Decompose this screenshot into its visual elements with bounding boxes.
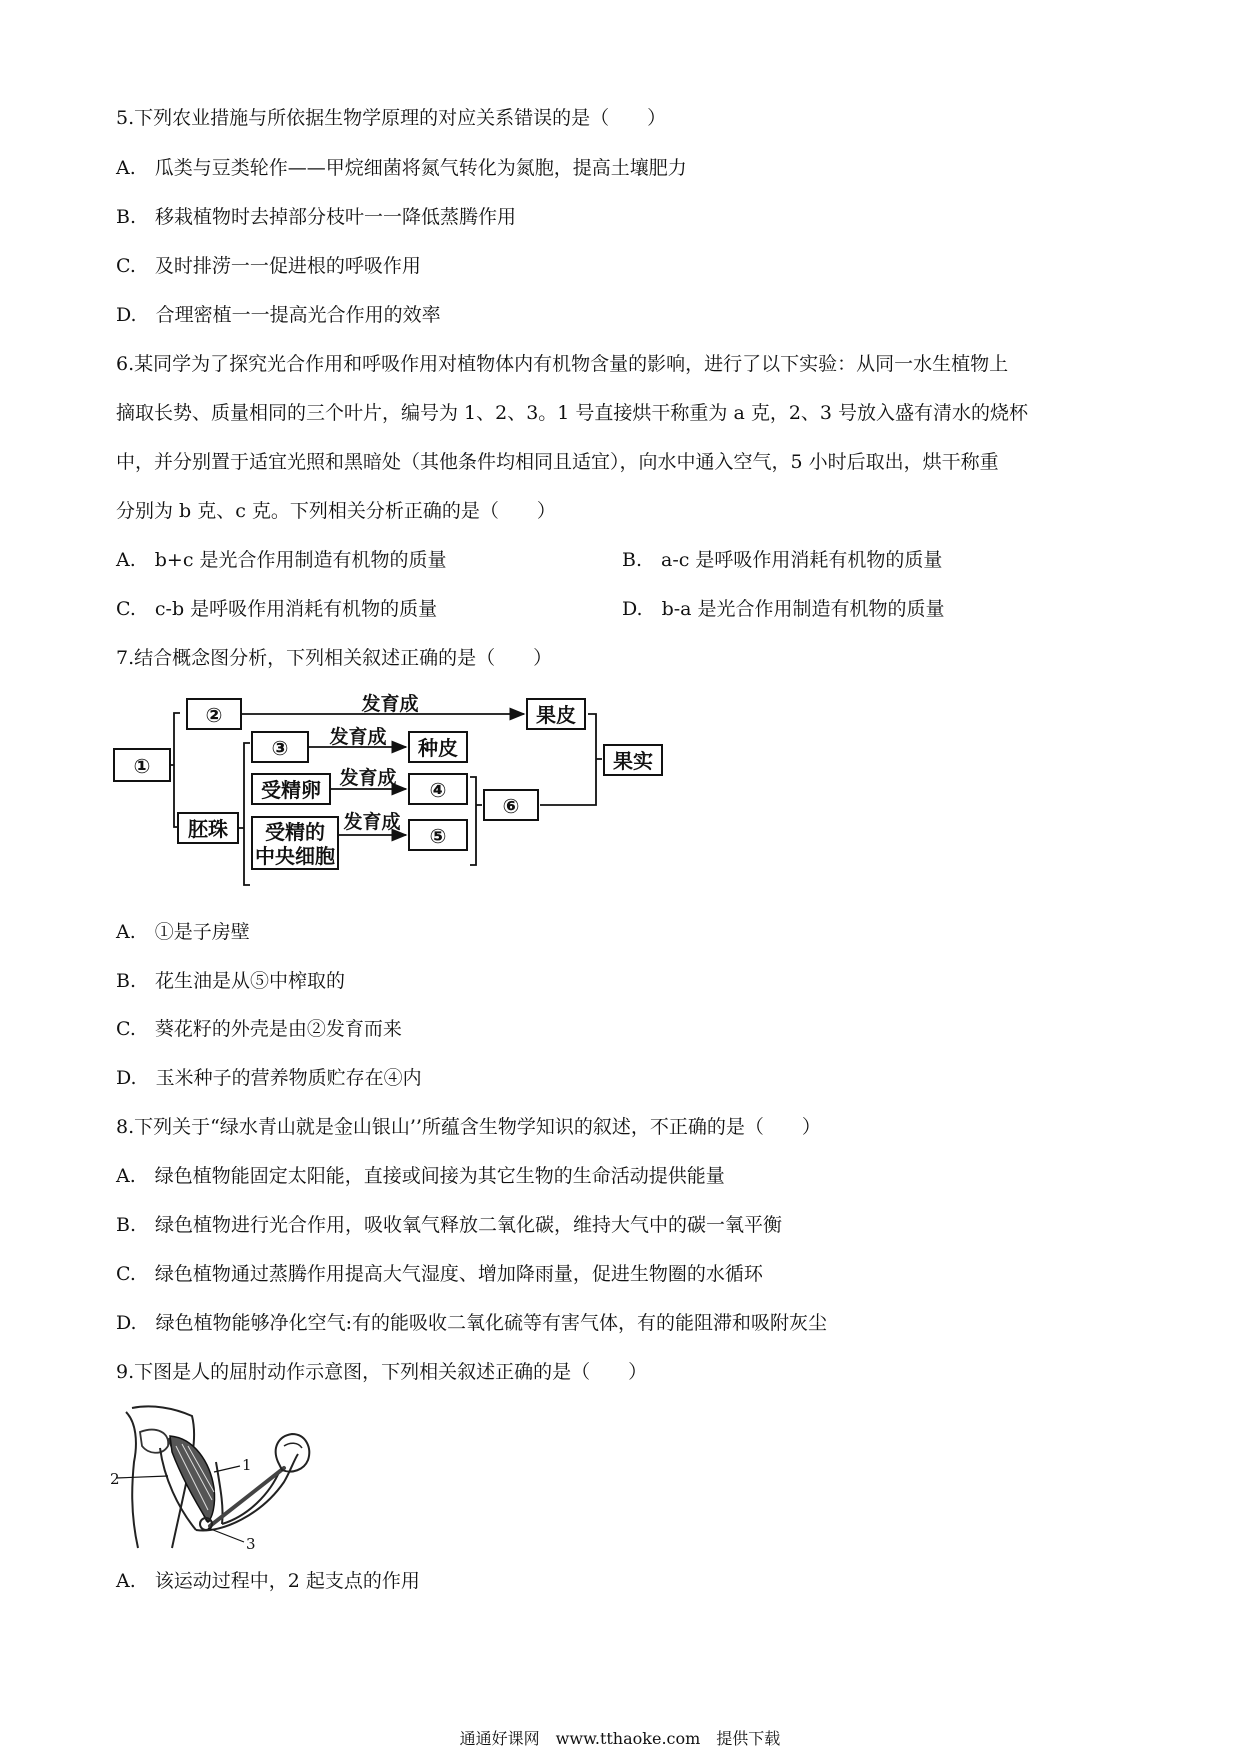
fruit-label: 果实: [613, 749, 653, 773]
q6-option-c: C. c-b 是呼吸作用消耗有机物的质量: [116, 598, 438, 620]
q7-option-a: A. ①是子房壁: [116, 921, 250, 943]
q7-option-c: C. 葵花籽的外壳是由②发育而来: [116, 1018, 402, 1040]
q5-option-d: D. 合理密植一一提高光合作用的效率: [116, 304, 441, 326]
q6-stem-line-4: 分别为 b 克、c 克。下列相关分析正确的是（ ）: [116, 500, 556, 522]
q6-option-a: A. b+c 是光合作用制造有机物的质量: [116, 549, 447, 571]
q7-stem: 7.结合概念图分析，下列相关叙述正确的是（ ）: [116, 647, 553, 669]
node-2-label: ②: [205, 703, 223, 727]
q5-option-a: A. 瓜类与豆类轮作——甲烷细菌将氮气转化为氮胞，提高土壤肥力: [116, 157, 687, 179]
q8-option-d: D. 绿色植物能够净化空气:有的能吸收二氧化硫等有害气体，有的能阻滞和吸附灰尘: [116, 1312, 827, 1334]
flower-to-fruit-concept-map: [112, 693, 672, 902]
q9-stem: 9.下图是人的屈肘动作示意图，下列相关叙述正确的是（ ）: [116, 1361, 648, 1383]
label-develop-2: 发育成: [329, 726, 387, 748]
ovule-label: 胚珠: [188, 817, 228, 841]
q6-stem-line-2: 摘取长势、质量相同的三个叶片，编号为 1、2、3。1 号直接烘干称重为 a 克，2、3 号放入盛有清水的烧杯: [116, 402, 1029, 424]
node-6-label: ⑥: [502, 794, 520, 818]
q7-option-d: D. 玉米种子的营养物质贮存在④内: [116, 1067, 422, 1089]
elbow-flexion-figure: [110, 1402, 352, 1553]
pericarp-label: 果皮: [536, 703, 576, 727]
leader-line-3: [208, 1528, 244, 1542]
q8-option-b: B. 绿色植物进行光合作用，吸收氧气释放二氧化碳，维持大气中的碳一氧平衡: [116, 1214, 783, 1236]
q8-option-c: C. 绿色植物通过蒸腾作用提高大气湿度、增加降雨量，促进生物圈的水循环: [116, 1263, 763, 1285]
q9-option-a: A. 该运动过程中，2 起支点的作用: [116, 1570, 420, 1592]
node-4-label: ④: [429, 778, 447, 802]
node-5-label: ⑤: [429, 824, 447, 848]
central-cell-label-line-1: 受精的: [265, 820, 325, 844]
q6-stem-line-1: 6.某同学为了探究光合作用和呼吸作用对植物体内有机物含量的影响，进行了以下实验：从同一水生植物上: [116, 353, 1009, 375]
q6-option-d: D. b-a 是光合作用制造有机物的质量: [622, 598, 945, 620]
page-footer: 通通好课网 www.tthaoke.com 提供下载: [459, 1729, 781, 1748]
node-3-label: ③: [271, 736, 289, 760]
node-1-label: ①: [133, 754, 151, 778]
arm-label-1: 1: [242, 1456, 252, 1474]
fist-fingers: [284, 1443, 302, 1448]
arm-label-3: 3: [246, 1535, 256, 1553]
q8-option-a: A. 绿色植物能固定太阳能，直接或间接为其它生物的生命活动提供能量: [116, 1165, 725, 1187]
q7-option-b: B. 花生油是从⑤中榨取的: [116, 970, 346, 992]
brace-seed: [470, 777, 482, 865]
q5-stem: 5.下列农业措施与所依据生物学原理的对应关系错误的是（ ）: [116, 107, 667, 129]
q6-option-b: B. a-c 是呼吸作用消耗有机物的质量: [622, 549, 943, 571]
q5-option-c: C. 及时排涝一一促进根的呼吸作用: [116, 255, 421, 277]
label-develop-4: 发育成: [343, 811, 401, 833]
q6-stem-line-3: 中，并分别置于适宜光照和黑暗处（其他条件均相同且适宜），向水中通入空气，5 小时后取出，烘干称重: [116, 451, 999, 473]
q8-stem: 8.下列关于“绿水青山就是金山银山’’所蕴含生物学知识的叙述，不正确的是（ ）: [116, 1116, 821, 1138]
central-cell-label-line-2: 中央细胞: [255, 844, 335, 868]
q5-option-b: B. 移栽植物时去掉部分枝叶一一降低蒸腾作用: [116, 206, 517, 228]
label-develop-1: 发育成: [361, 693, 419, 715]
brace-ovule: [239, 743, 250, 885]
brace-left-main: [170, 713, 180, 827]
arm-label-2: 2: [110, 1470, 120, 1488]
seed-coat-label: 种皮: [418, 736, 458, 760]
body-outline: [126, 1412, 138, 1548]
leader-line-2: [116, 1476, 168, 1478]
scapula-shape: [140, 1430, 168, 1453]
fertilized-egg-label: 受精卵: [261, 778, 321, 802]
label-develop-3: 发育成: [339, 767, 397, 789]
